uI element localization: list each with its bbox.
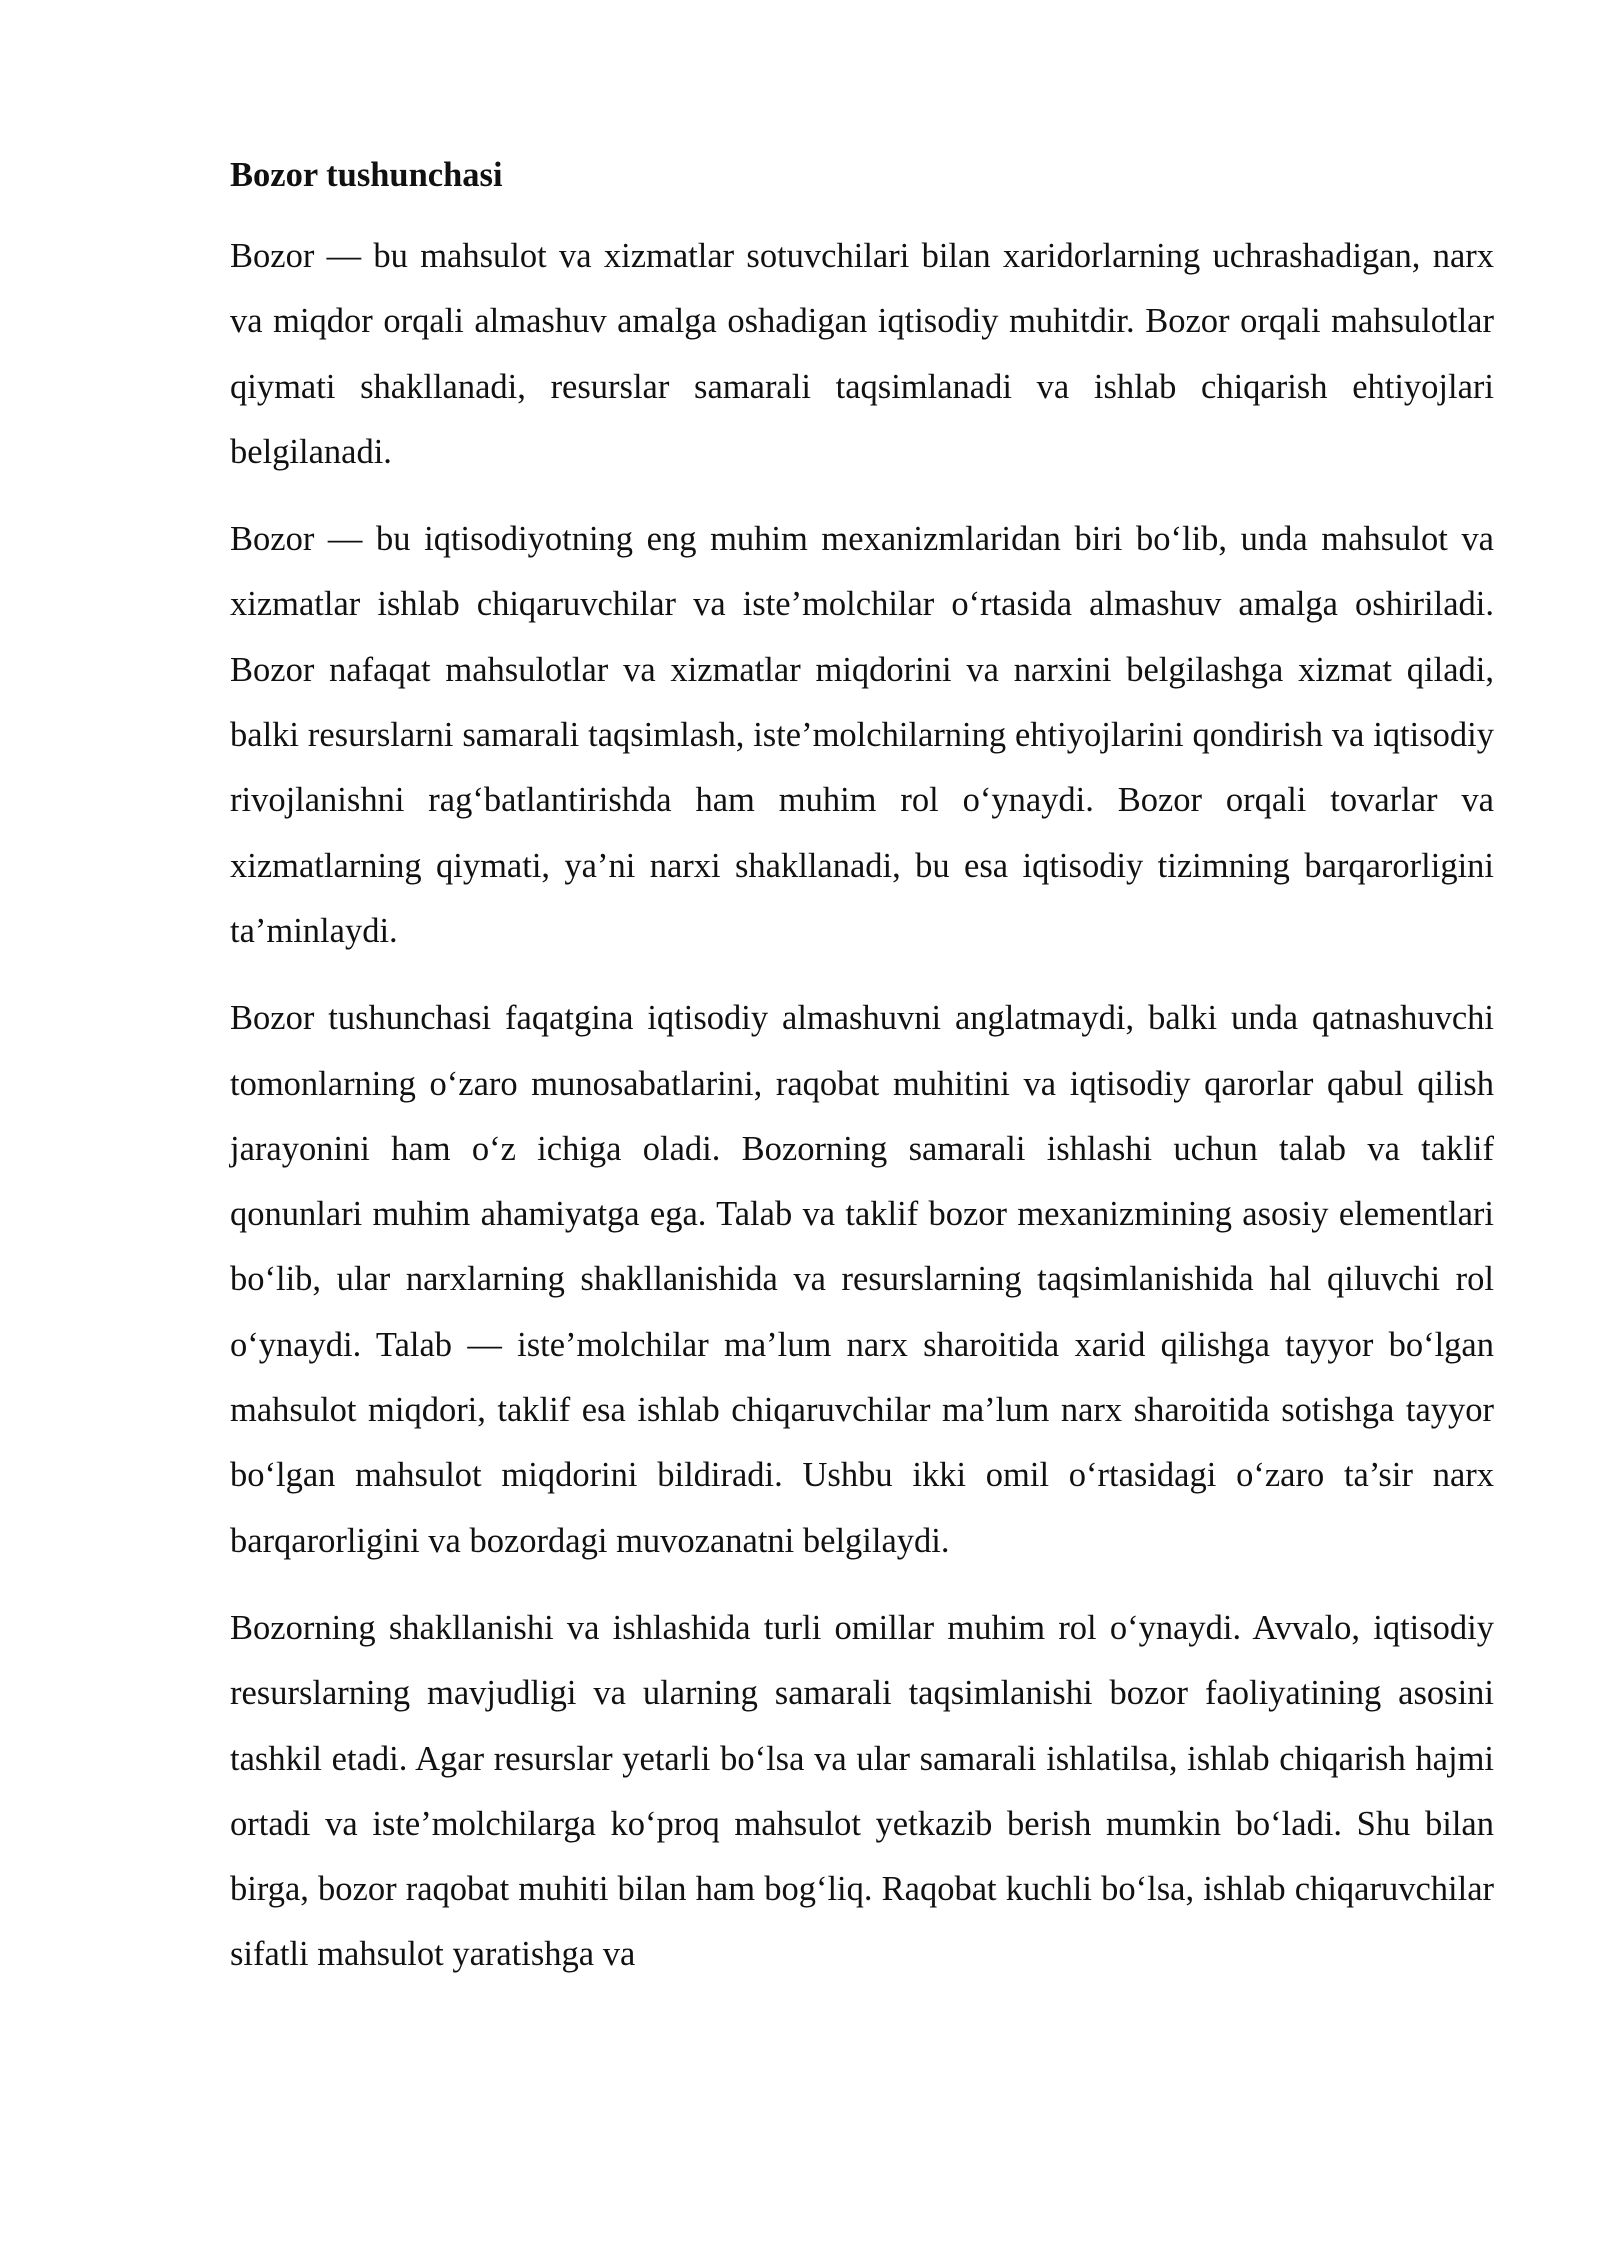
paragraph-4: Bozorning shakllanishi va ishlashida turli omillar muhim rol o‘ynaydi. Avvalo, iqtisodiy resurslarning mavjudligi va ularning samarali taqsimlanishi bozor faoliyatining asosini tashkil etadi. Agar resurslar yetarli bo‘lsa va ular samarali ishlatilsa, ishlab chiqarish hajmi ortadi va iste’molchilarga ko‘proq mahsulot yetkazib berish mumkin bo‘ladi. Shu bilan birga, bozor raqobat muhiti bilan ham bog‘liq. Raqobat kuchli bo‘lsa, ishlab chiqaruvchilar sifatli mahsulot yaratishga va [230, 1608, 1494, 1974]
paragraph-2: Bozor — bu iqtisodiyotning eng muhim mexanizmlaridan biri bo‘lib, unda mahsulot va xizmatlar ishlab chiqaruvchilar va iste’molchilar o‘rtasida almashuv amalga oshiriladi. Bozor nafaqat mahsulotlar va xizmatlar miqdorini va narxini belgilashga xizmat qiladi, balki resurslarni samarali taqsimlash, iste’molchilarning ehtiyojlarini qondirish va iqtisodiy rivojlanishni rag‘batlantirishda ham muhim rol o‘ynaydi. Bozor orqali tovarlar va xizmatlarning qiymati, ya’ni narxi shakllanadi, bu esa iqtisodiy tizimning barqarorligini ta’minlaydi. [230, 520, 1494, 950]
paragraph-1: Bozor — bu mahsulot va xizmatlar sotuvchilari bilan xaridorlarning uchrashadigan, narx va miqdor orqali almashuv amalga oshadigan iqtisodiy muhitdir. Bozor orqali mahsulotlar qiymati shakllanadi, resurslar samarali taqsimlanadi va ishlab chiqarish ehtiyojlari belgilanadi. [230, 237, 1494, 471]
section-heading: Bozor tushunchasi [230, 156, 503, 194]
document-body [230, 148, 1494, 2010]
paragraph-3: Bozor tushunchasi faqatgina iqtisodiy almashuvni anglatmaydi, balki unda qatnashuvchi tomonlarning o‘zaro munosabatlarini, raqobat muhitini va iqtisodiy qarorlar qabul qilish jarayonini ham o‘z ichiga oladi. Bozorning samarali ishlashi uchun talab va taklif qonunlari muhim ahamiyatga ega. Talab va taklif bozor mexanizmining asosiy elementlari bo‘lib, ular narxlarning shakllanishida va resurslarning taqsimlanishida hal qiluvchi rol o‘ynaydi. Talab — iste’molchilar ma’lum narx sharoitida xarid qilishga tayyor bo‘lgan mahsulot miqdori, taklif esa ishlab chiqaruvchilar ma’lum narx sharoitida sotishga tayyor bo‘lgan mahsulot miqdorini bildiradi. Ushbu ikki omil o‘rtasidagi o‘zaro ta’sir narx barqarorligini va bozordagi muvozanatni belgilaydi. [230, 999, 1494, 1560]
